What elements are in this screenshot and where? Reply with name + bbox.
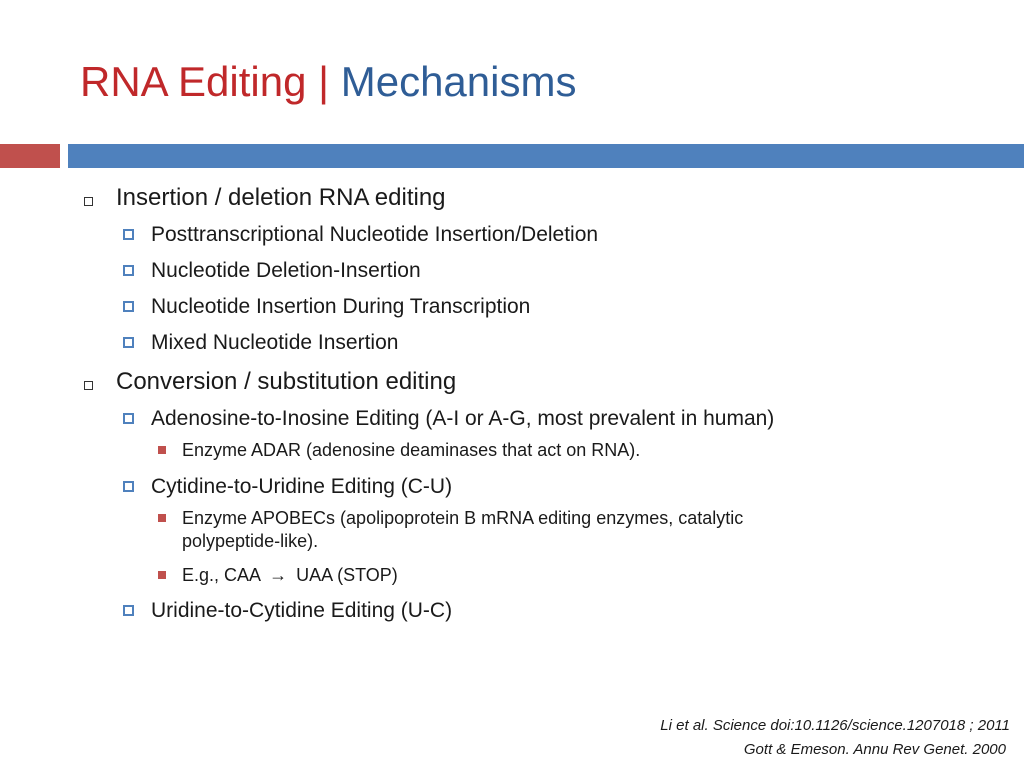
red-square-bullet-icon bbox=[158, 571, 166, 579]
example-text-before: E.g., CAA bbox=[182, 565, 261, 585]
bullet-u-to-c: Uridine-to-Cytidine Editing (U-C) bbox=[151, 599, 453, 622]
blue-square-bullet-icon bbox=[123, 481, 134, 492]
blue-square-bullet-icon bbox=[123, 229, 134, 240]
bullet-conversion-substitution: Conversion / substitution editing bbox=[116, 368, 457, 395]
bullet-enzyme-apobecs: Enzyme APOBECs (apolipoprotein B mRNA editing enzymes, catalytic bbox=[182, 508, 744, 528]
title-mechanisms: Mechanisms bbox=[340, 58, 577, 105]
title-rna-editing: RNA Editing bbox=[80, 58, 307, 105]
bullet-insertion-transcription: Nucleotide Insertion During Transcription bbox=[151, 295, 531, 318]
bullet-mixed-insertion: Mixed Nucleotide Insertion bbox=[151, 331, 399, 354]
blue-square-bullet-icon bbox=[123, 301, 134, 312]
bullet-a-to-i: Adenosine-to-Inosine Editing (A-I or A-G, most prevalent in human) bbox=[151, 407, 775, 430]
hollow-square-bullet-icon bbox=[84, 197, 93, 206]
blue-square-bullet-icon bbox=[123, 265, 134, 276]
title-separator: | bbox=[318, 58, 330, 105]
blue-square-bullet-icon bbox=[123, 337, 134, 348]
red-square-bullet-icon bbox=[158, 514, 166, 522]
bullet-c-to-u: Cytidine-to-Uridine Editing (C-U) bbox=[151, 475, 453, 498]
bullet-posttranscriptional: Posttranscriptional Nucleotide Insertion/Deletion bbox=[151, 223, 599, 246]
hollow-square-bullet-icon bbox=[84, 381, 93, 390]
bullet-enzyme-adar: Enzyme ADAR (adenosine deaminases that act on RNA). bbox=[182, 440, 641, 460]
bullet-enzyme-apobecs-cont: polypeptide-like). bbox=[182, 531, 319, 551]
bullet-example-caa bbox=[182, 564, 398, 587]
example-text-after: UAA (STOP) bbox=[296, 565, 398, 585]
right-arrow-icon: → bbox=[269, 565, 288, 585]
bullet-deletion-insertion: Nucleotide Deletion-Insertion bbox=[151, 259, 421, 282]
red-square-bullet-icon bbox=[158, 446, 166, 454]
citation-li: Li et al. Science doi:10.1126/science.1207018 ; 2011 bbox=[660, 717, 1010, 734]
blue-square-bullet-icon bbox=[123, 605, 134, 616]
citation-gott: Gott & Emeson. Annu Rev Genet. 2000 bbox=[743, 741, 1006, 758]
bullet-insertion-deletion: Insertion / deletion RNA editing bbox=[116, 184, 446, 211]
blue-square-bullet-icon bbox=[123, 413, 134, 424]
